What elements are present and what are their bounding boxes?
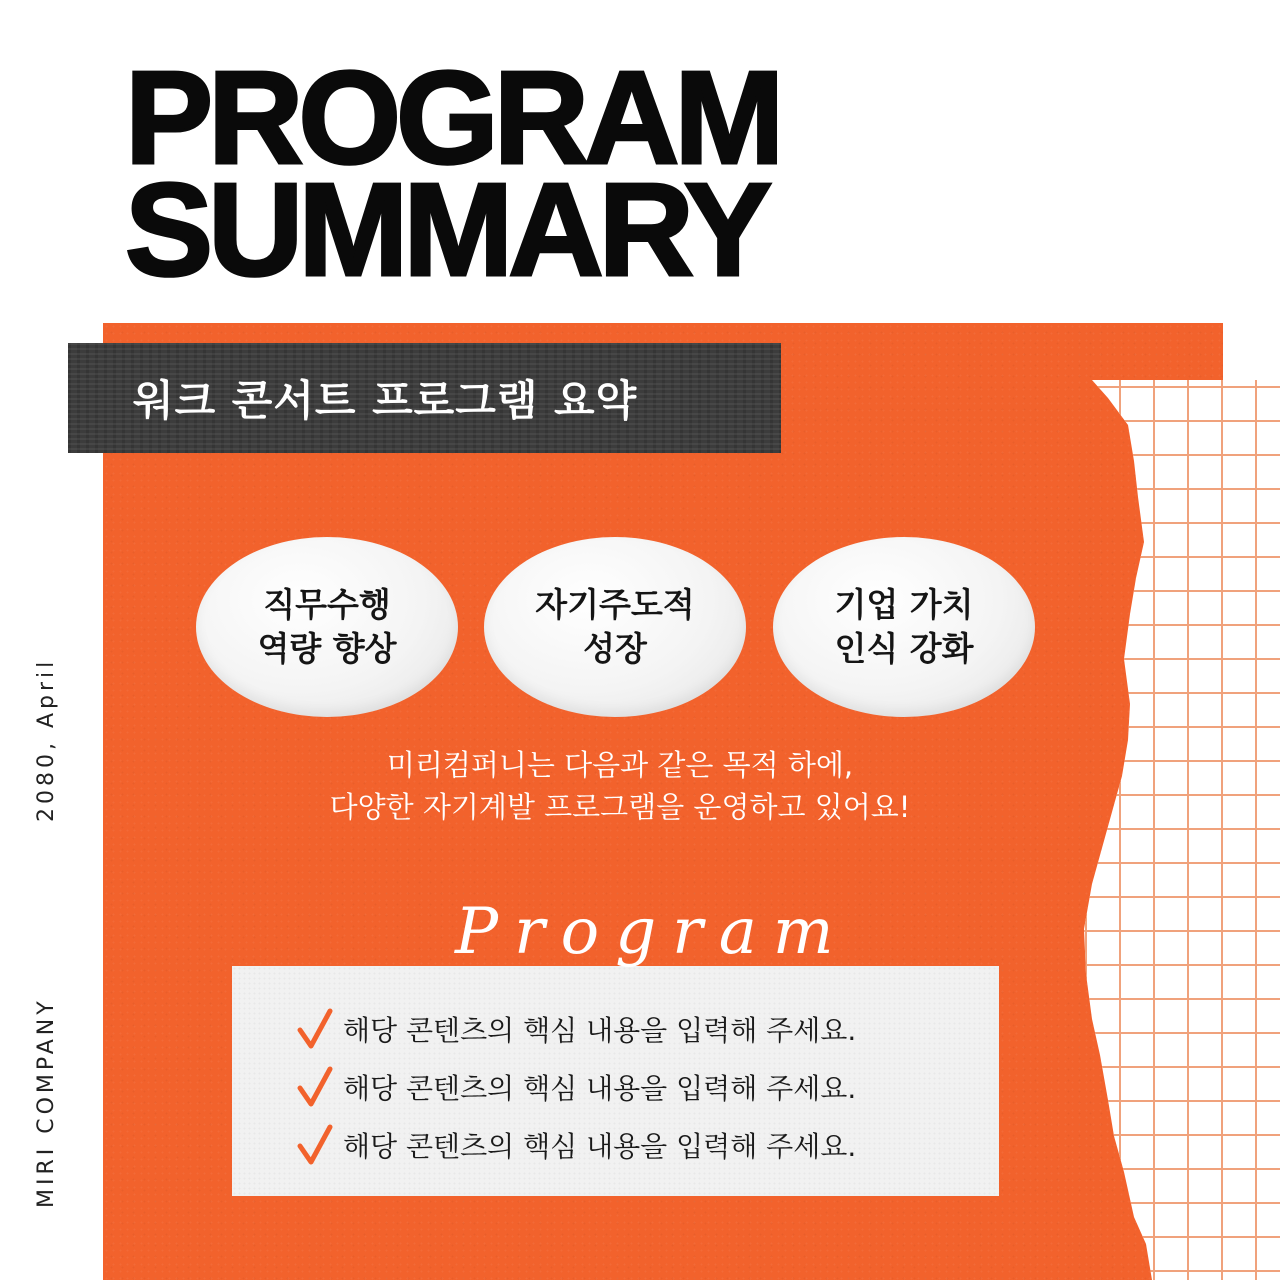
intro-line-1: 미리컴퍼니는 다음과 같은 목적 하에, [386,748,854,782]
list-item [297,1008,856,1050]
goal-3-line-1: 기업 가치 [834,585,974,624]
list-item-text: 해당 콘텐츠의 핵심 내용을 입력해 주세요. [343,1130,857,1163]
goal-1-line-1: 직무수행 [263,585,391,624]
page-title [125,44,780,303]
goal-2-line-1: 자기주도적 [535,585,695,624]
program-script-heading: Program [455,895,850,969]
subtitle-banner [68,343,781,453]
checkmark-icon [297,1066,333,1108]
goal-text-2 [535,583,694,671]
goal-3-line-2: 인식 강화 [834,629,974,668]
checkmark-icon [297,1008,333,1050]
goal-bubble-3 [773,537,1035,717]
goal-text-3 [834,583,973,671]
list-item-text: 해당 콘텐츠의 핵심 내용을 입력해 주세요. [343,1072,857,1105]
side-date: 2080, April [34,657,59,822]
intro-line-2: 다양한 자기계발 프로그램을 운영하고 있어요! [329,790,911,824]
goal-bubble-2 [484,537,746,717]
goal-2-line-2: 성장 [583,629,647,668]
goal-bubble-1 [196,537,458,717]
side-company: MIRI COMPANY [34,997,59,1208]
subtitle-text: 워크 콘서트 프로그램 요약 [133,376,638,425]
goal-text-1 [257,583,396,671]
program-list-card [232,966,999,1196]
list-item [297,1124,856,1166]
list-item-text: 해당 콘텐츠의 핵심 내용을 입력해 주세요. [343,1014,857,1047]
list-item [297,1066,856,1108]
title-line-1: PROGRAM [125,44,780,191]
goal-1-line-2: 역량 향상 [257,629,397,668]
title-line-2: SUMMARY [125,156,768,303]
checkmark-icon [297,1124,333,1166]
